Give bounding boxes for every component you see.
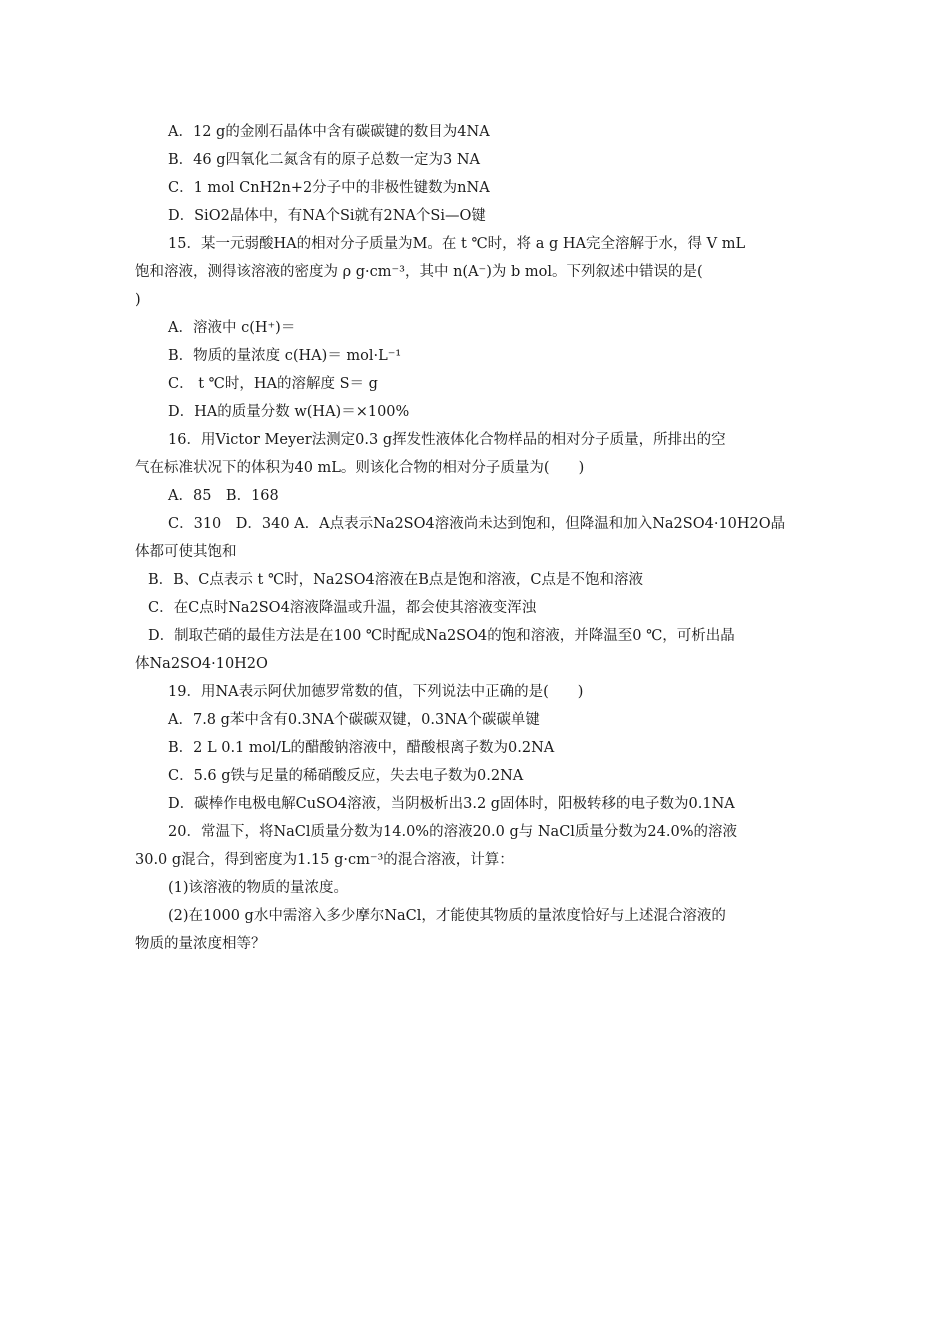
q14-option-b: B．46 g四氧化二氮含有的原子总数一定为3 NA — [168, 152, 480, 168]
q15-stem-line2: 饱和溶液，测得该溶液的密度为 ρ g·cm⁻³，其中 n(A⁻)为 b mol。下列叙述中错误的是( — [135, 264, 703, 280]
q20-part2-line2: 物质的量浓度相等？ — [135, 936, 266, 952]
q15-option-d: D．HA的质量分数 w(HA)＝×100% — [168, 404, 410, 420]
q19-stem: 19．用NA表示阿伏加德罗常数的值，下列说法中正确的是( ) — [168, 684, 584, 700]
q20-part2-line1: (2)在1000 g水中需溶入多少摩尔NaCl，才能使其物质的量浓度恰好与上述混合溶液的 — [168, 908, 726, 924]
q20-part1: (1)该溶液的物质的量浓度。 — [168, 880, 349, 896]
q19-option-c: C．5.6 g铁与足量的稀硝酸反应，失去电子数为0.2NA — [168, 768, 524, 784]
q15-option-a: A．溶液中 c(H⁺)＝ — [168, 320, 296, 336]
q16-stem-line1: 16．用Victor Meyer法测定0.3 g挥发性液体化合物样品的相对分子质量，所排出的空 — [168, 432, 726, 448]
q18-option-d: D．制取芒硝的最佳方法是在100 ℃时配成Na2SO4的饱和溶液，并降温至0 ℃，可析出晶 — [148, 628, 735, 644]
q15-option-c: C． t ℃时，HA的溶解度 S＝ g — [168, 376, 378, 392]
q14-option-d: D．SiO2晶体中，有NA个Si就有2NA个Si—O键 — [168, 208, 486, 224]
q18-option-a-cont: 体都可使其饱和 — [135, 544, 237, 560]
q19-option-d: D．碳棒作电极电解CuSO4溶液，当阴极析出3.2 g固体时，阳极转移的电子数为0.1NA — [168, 796, 735, 812]
q16-options-ab: A．85 B．168 — [168, 488, 279, 504]
q18-option-b: B．B、C点表示 t ℃时，Na2SO4溶液在B点是饱和溶液，C点是不饱和溶液 — [148, 572, 644, 588]
q14-option-c: C．1 mol CnH2n+2分子中的非极性键数为nNA — [168, 180, 490, 196]
q19-option-b: B．2 L 0.1 mol/L的醋酸钠溶液中，醋酸根离子数为0.2NA — [168, 740, 555, 756]
q15-stem-line1: 15．某一元弱酸HA的相对分子质量为M。在 t ℃时，将 a g HA完全溶解于水，得 V mL — [168, 236, 746, 252]
q20-stem-line2: 30.0 g混合，得到密度为1.15 g·cm⁻³的混合溶液，计算： — [135, 852, 514, 868]
q18-option-c: C．在C点时Na2SO4溶液降温或升温，都会使其溶液变浑浊 — [148, 600, 537, 616]
q15-stem-line3: ) — [135, 292, 141, 308]
q15-option-b: B．物质的量浓度 c(HA)＝ mol·L⁻¹ — [168, 348, 402, 364]
q16-options-cd: C．310 D．340 A．A点表示Na2SO4溶液尚未达到饱和，但降温和加入Na2SO4·10H2O晶 — [168, 516, 786, 532]
q16-stem-line2: 气在标准状况下的体积为40 mL。则该化合物的相对分子质量为( ) — [135, 460, 585, 476]
q19-option-a: A．7.8 g苯中含有0.3NA个碳碳双键，0.3NA个碳碳单键 — [168, 712, 540, 728]
q14-option-a: A．12 g的金刚石晶体中含有碳碳键的数目为4NA — [168, 124, 490, 140]
q18-option-d-cont: 体Na2SO4·10H2O — [135, 656, 268, 672]
q20-stem-line1: 20．常温下，将NaCl质量分数为14.0%的溶液20.0 g与 NaCl质量分数为24.0%的溶液 — [168, 824, 737, 840]
